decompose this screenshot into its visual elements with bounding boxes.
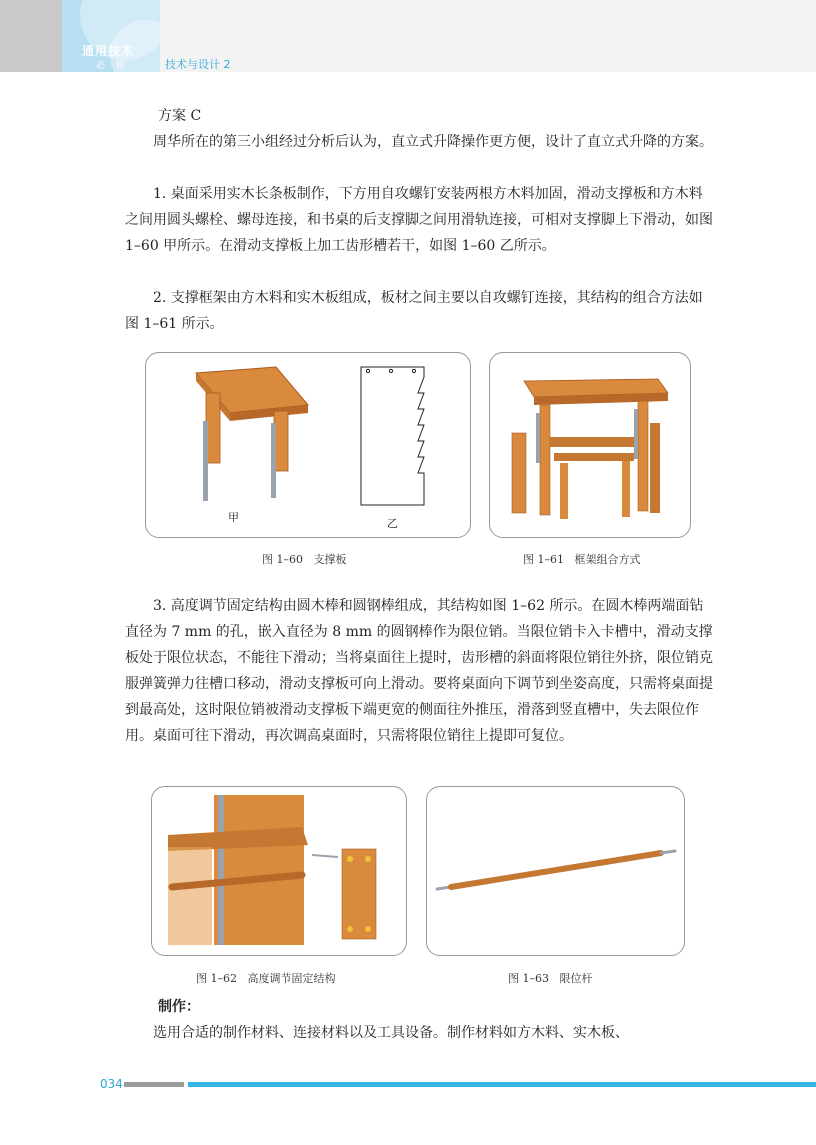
figure-1-63-frame	[426, 786, 685, 956]
figure-1-61-caption: 图 1–61 框架组合方式	[523, 553, 641, 566]
figure-1-60-label-b: 乙	[387, 517, 398, 530]
figure-1-60-label-a: 甲	[228, 511, 239, 524]
figure-1-62-caption: 图 1–62 高度调节固定结构	[196, 972, 336, 985]
header-series-subtitle: 必 修	[96, 61, 129, 71]
header-gray-block	[0, 0, 62, 72]
figure-1-63-illustration	[427, 787, 684, 955]
page-number: 034	[100, 1077, 123, 1091]
figure-1-60-illustration	[146, 353, 470, 537]
support-plate-assembly-image	[196, 367, 308, 501]
paragraph-step-2: 2. 支撑框架由方木料和实木板组成，板材之间主要以自攻螺钉连接，其结构的组合方法如图 1–61 所示。	[125, 290, 703, 332]
section-heading: 方案 C	[158, 108, 202, 124]
paragraph-production: 选用合适的制作材料、连接材料以及工具设备。制作材料如方木料、实木板、	[153, 1025, 629, 1041]
figure-1-63-caption: 图 1–63 限位杆	[508, 972, 593, 985]
height-adjust-structure-image	[168, 795, 376, 945]
figure-1-60-caption: 图 1–60 支撑板	[262, 553, 347, 566]
limit-rod-image	[437, 851, 675, 889]
paragraph-intro: 周华所在的第三小组经过分析后认为，直立式升降操作更方便，设计了直立式升降的方案。	[153, 134, 713, 150]
figure-1-62-frame	[151, 786, 407, 956]
paragraph-step-1: 1. 桌面采用实木长条板制作，下方用自攻螺钉安装两根方木料加固，滑动支撑板和方木料之间用圆头螺栓、螺母连接，和书桌的后支撑脚之间用滑轨连接，可相对支撑脚上下滑动，如图 1–60 甲所示。在滑动支撑板上加工齿形槽若干，如图 1–60 乙所示。	[125, 186, 713, 254]
figure-1-60-frame	[145, 352, 471, 538]
figure-1-61-illustration	[490, 353, 690, 537]
paragraph-step-3: 3. 高度调节固定结构由圆木棒和圆钢棒组成，其结构如图 1–62 所示。在圆木棒两端面钻直径为 7 mm 的孔，嵌入直径为 8 mm 的圆钢棒作为限位销。当限位销卡入卡槽中，滑动支撑板处于限位状态，不能往下滑动；当将桌面往上提时，齿形槽的斜面将限位销往外挤，限位销克服弹簧弹力往槽口移动，滑动支撑板可向上滑动。要将桌面向下调节到坐姿高度，只需将桌面提到最高处，这时限位销被滑动支撑板下端更宽的侧面往外推压，滑落到竖直槽中，失去限位作用。桌面可往下滑动，再次调高桌面时，只需将限位销往上提即可复位。	[125, 598, 713, 744]
header-series-title: 通用技术	[82, 44, 135, 58]
frame-assembly-image	[512, 379, 668, 519]
header-book-title: 技术与设计 2	[165, 58, 231, 71]
figure-1-61-frame	[489, 352, 691, 538]
subheading-production: 制作：	[158, 999, 200, 1015]
figure-1-62-illustration	[152, 787, 406, 955]
toothed-plate-drawing	[361, 367, 424, 505]
footer-gray-bar	[124, 1082, 184, 1087]
footer-blue-bar	[188, 1082, 816, 1087]
